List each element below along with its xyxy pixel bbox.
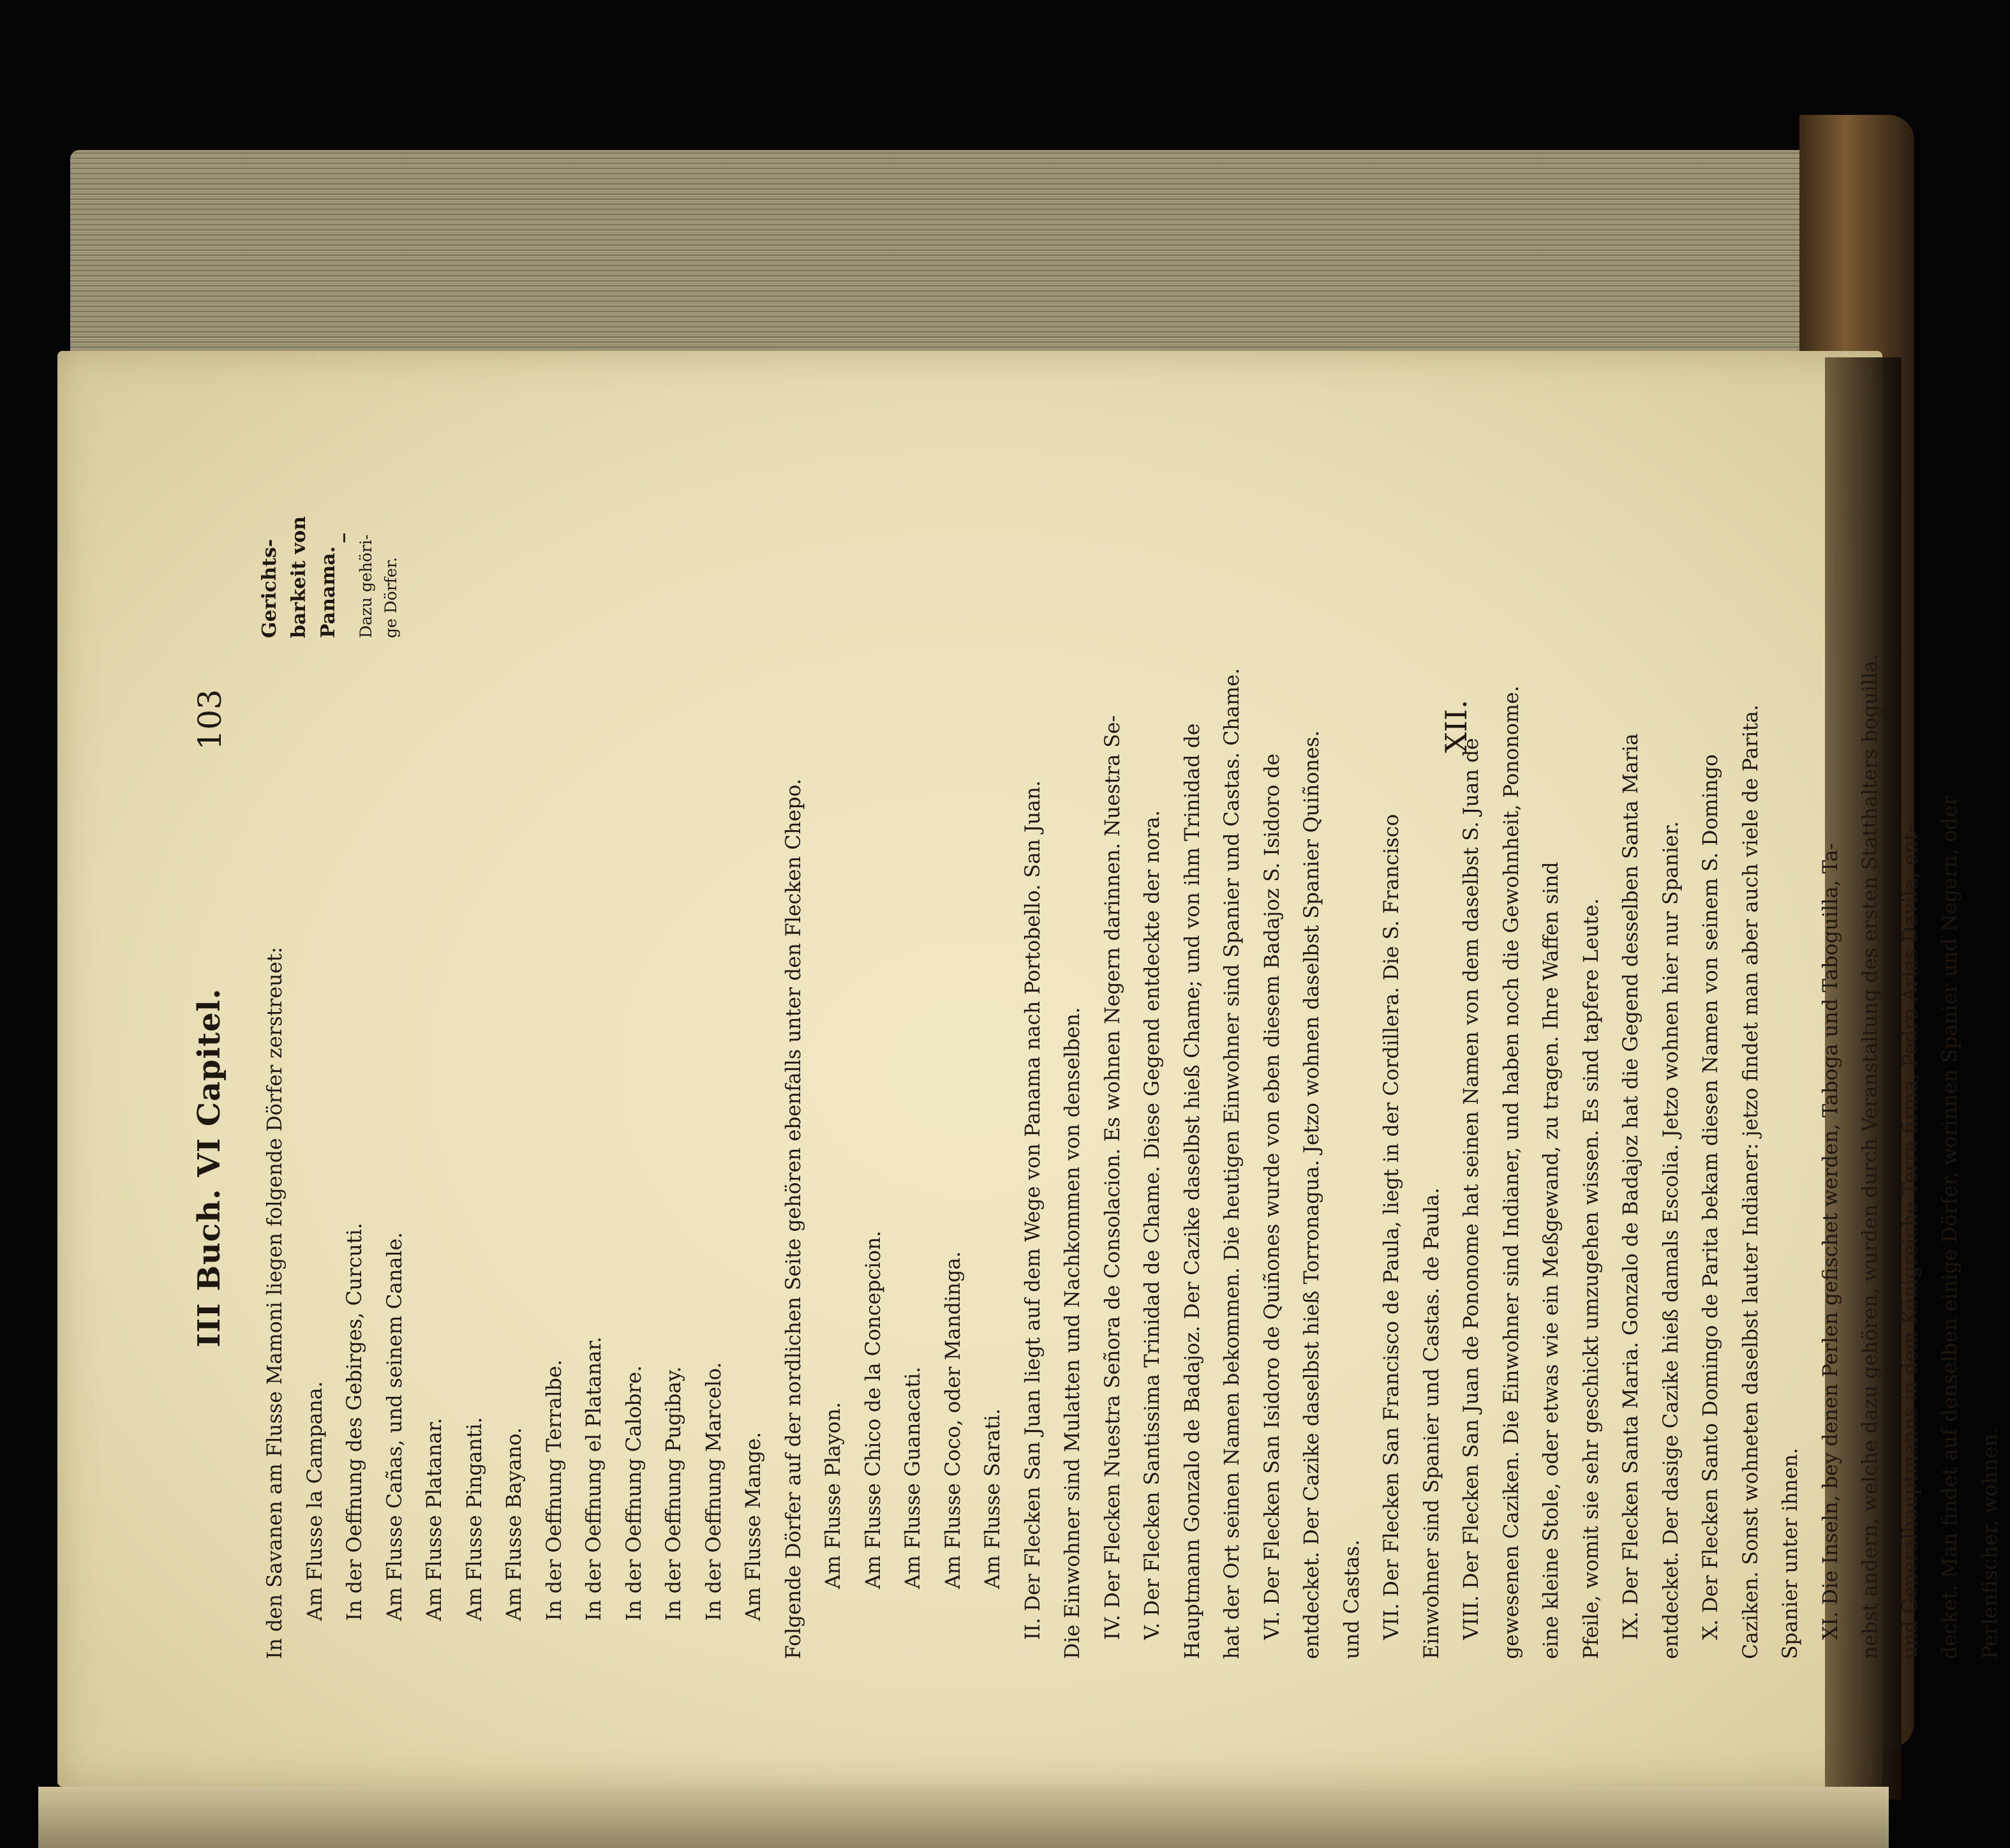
text-line: II. Der Flecken San Juan liegt auf dem Wege von Panama nach Portobello. San Juan. bbox=[1021, 780, 1045, 1640]
brace-mark bbox=[292, 533, 345, 542]
text-line: Caziken. Sonst wohneten daselbst lauter Indianer: jetzo findet man aber auch viele de Parita. bbox=[1739, 704, 1762, 1659]
text-line: In der Oeffnung des Gebirges, Curcuti. bbox=[343, 1223, 366, 1621]
text-line: Spanier unter ihnen. bbox=[1779, 1447, 1802, 1659]
page-header bbox=[185, 459, 255, 1659]
text-line: XI. Die Inseln, bey denen Perlen gefischet werden, Taboga und Taboguilla, Ta- bbox=[1819, 842, 1842, 1640]
text-line: und Castas. bbox=[1340, 1539, 1364, 1659]
text-line: gewesenen Caziken. Die Einwohner sind Indianer, und haben noch die Gewohnheit, Pononome. bbox=[1500, 685, 1523, 1659]
text-line: Am Flusse Guanacati. bbox=[902, 1366, 925, 1589]
text-line: Am Flusse la Campana. bbox=[303, 1381, 327, 1621]
text-line: Am Flusse Pinganti. bbox=[463, 1417, 486, 1621]
margin-notes bbox=[255, 459, 2010, 651]
text-line: Am Flusse Chico de la Concepcion. bbox=[861, 1230, 885, 1589]
page-number: 103 bbox=[191, 689, 228, 750]
text-line: entdecket. Der dasige Cazike hieß damals Escolia. Jetzo wohnen hier nur Spanier. bbox=[1659, 821, 1683, 1659]
text-line: Hauptmann Gonzalo de Badajoz. Der Cazike daselbst hieß Chame; und von ihm Trinidad de bbox=[1180, 723, 1204, 1659]
text-line: Am Flusse Bayano. bbox=[503, 1427, 526, 1621]
text-line: X. Der Flecken Santo Domingo de Parita bekam diesen Namen von seinem S. Domingo bbox=[1699, 754, 1722, 1640]
text-line: Einwohner sind Spanier und Castas. de Paula. bbox=[1420, 1188, 1443, 1659]
text-line: IX. Der Flecken Santa Maria. Gonzalo de Badajoz hat die Gegend desselben Santa Maria bbox=[1619, 733, 1642, 1640]
text-line: nebst andern, welche dazu gehören, wurden durch Veranstaltung des ersten Statthalters boguilla. bbox=[1859, 654, 1882, 1659]
text-line: Folgende Dörfer auf der nordlichen Seite gehören ebenfalls unter den Flecken Chepo. bbox=[782, 779, 805, 1659]
book-page-edges bbox=[70, 150, 1882, 361]
text-line: Am Flusse Platanar. bbox=[423, 1418, 446, 1621]
text-line: In der Oeffnung Marcelo. bbox=[702, 1362, 726, 1621]
text-line: und Generalhauptmanns in dem Königreiche Terra firma, Pedro Arias Davila, ent- bbox=[1898, 826, 1922, 1659]
running-title: III Buch. VI Capitel. bbox=[191, 988, 227, 1348]
text-line: In den Savanen am Flusse Mamoni liegen folgende Dörfer zerstreuet: bbox=[264, 946, 287, 1659]
text-line: eine kleine Stole, oder etwas wie ein Meßgewand, zu tragen. Ihre Waffen sind bbox=[1540, 861, 1563, 1659]
margin-note-line: ge Dörfer. bbox=[382, 557, 400, 638]
rotated-text-block bbox=[185, 459, 2002, 1659]
margin-note-line: barkeit von bbox=[288, 516, 310, 638]
text-line: VIII. Der Flecken San Juan de Pononome hat seinen Namen von dem daselbst S. Juan de bbox=[1460, 738, 1483, 1640]
catchword: XII. bbox=[1439, 699, 1473, 753]
body bbox=[255, 459, 2010, 1659]
margin-note-line: Panama. bbox=[317, 546, 339, 638]
text-line: In der Oeffnung Pugibay. bbox=[662, 1366, 685, 1621]
text-line: Am Flusse Sarati. bbox=[981, 1408, 1004, 1589]
text-line: VI. Der Flecken San Isidoro de Quiñones wurde von eben diesem Badajoz S. Isidoro de bbox=[1260, 753, 1284, 1640]
main-text bbox=[255, 651, 2010, 1659]
text-line: VII. Der Flecken San Francisco de Paula, liegt in der Cordillera. Die S. Francisco bbox=[1380, 814, 1403, 1640]
text-line: Am Flusse Coco, oder Mandinga. bbox=[941, 1251, 965, 1589]
text-line: Perlenfischer, wohnen. bbox=[1978, 1427, 2002, 1659]
text-line: Am Flusse Cañas, und seinem Canale. bbox=[383, 1232, 406, 1621]
text-line: In der Oeffnung el Platanar. bbox=[583, 1336, 606, 1621]
text-line: entdecket. Der Cazike daselbst hieß Torronagua. Jetzo wohnen daselbst Spanier Quiñones. bbox=[1300, 730, 1323, 1659]
brace-holder bbox=[343, 459, 354, 638]
text-line: Am Flusse Mange. bbox=[742, 1432, 765, 1621]
book-bottom-edge bbox=[38, 1787, 1889, 1848]
margin-note-line: Gerichts- bbox=[258, 539, 281, 638]
text-line: decket. Man findet auf denselben einige Dörfer, worinnen Spanier und Negern, oder bbox=[1939, 795, 1962, 1659]
text-line: V. Der Flecken Santissima Trinidad de Chame. Diese Gegend entdeckte der nora. bbox=[1141, 810, 1164, 1640]
text-line: IV. Der Flecken Nuestra Señora de Consolacion. Es wohnen Negern darinnen. Nuestra Se- bbox=[1101, 715, 1124, 1640]
text-line: Am Flusse Playon. bbox=[822, 1402, 845, 1589]
text-line: In der Oeffnung Terralbe. bbox=[542, 1359, 566, 1621]
text-line: Die Einwohner sind Mulatten und Nachkommen von denselben. bbox=[1061, 1007, 1084, 1659]
text-line: hat der Ort seinen Namen bekommen. Die heutigen Einwohner sind Spanier und Castas. Chame. bbox=[1221, 667, 1244, 1659]
text-line: In der Oeffnung Calobre. bbox=[622, 1365, 646, 1621]
margin-note-line: Dazu gehöri- bbox=[357, 534, 375, 638]
text-line: Pfeile, womit sie sehr geschickt umzugehen wissen. Es sind tapfere Leute. bbox=[1579, 898, 1603, 1659]
